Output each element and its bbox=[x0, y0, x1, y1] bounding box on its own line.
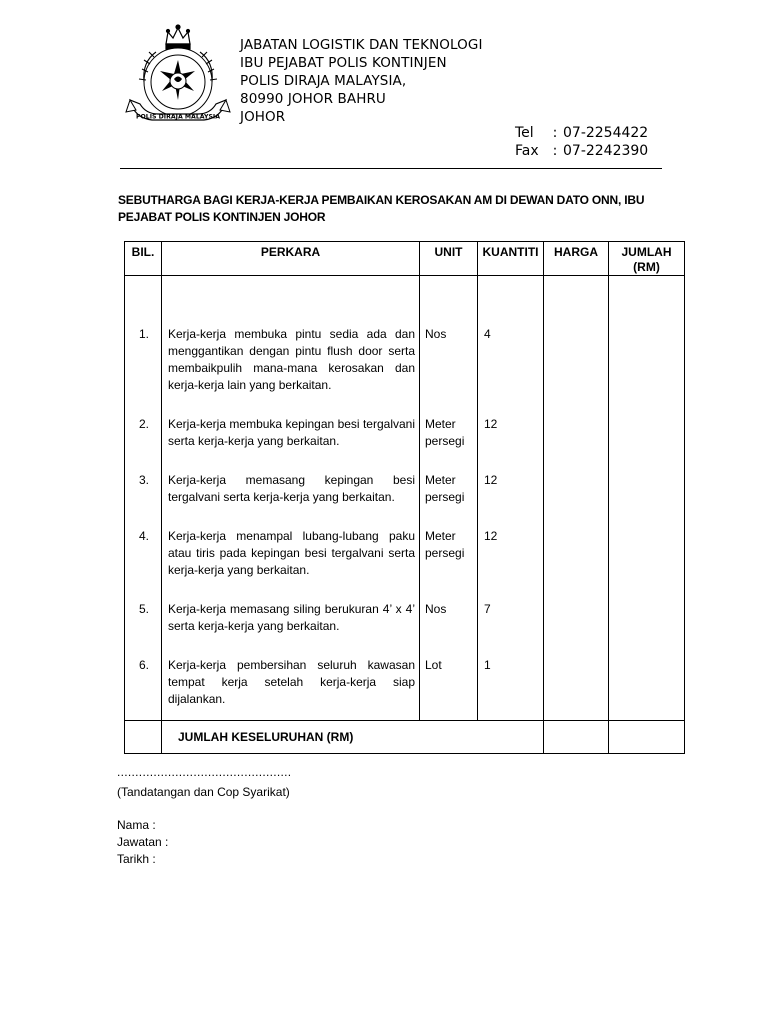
row-price-cell bbox=[544, 647, 609, 721]
address-line: JOHOR bbox=[240, 109, 286, 125]
row-amount-cell bbox=[609, 647, 685, 721]
position-label: Jawatan : bbox=[117, 835, 169, 849]
total-harga-cell bbox=[544, 721, 609, 754]
header-divider bbox=[120, 168, 662, 169]
signature-fields bbox=[117, 817, 291, 868]
row-unit: Meter persegi bbox=[420, 518, 478, 591]
table-row bbox=[125, 647, 685, 721]
row-description: Kerja-kerja membuka pintu sedia ada dan menggantikan dengan pintu flush door serta membaikpulih mana-mana kerosakan dan kerja-kerja lain yang berkaitan. bbox=[162, 276, 420, 407]
row-unit: Meter persegi bbox=[420, 406, 478, 462]
date-label: Tarikh : bbox=[117, 852, 156, 866]
row-quantity: 1 bbox=[478, 647, 544, 721]
header-kuantiti: KUANTITI bbox=[478, 242, 544, 276]
table-row bbox=[125, 406, 685, 462]
total-jumlah-cell bbox=[609, 721, 685, 754]
header-jumlah bbox=[609, 242, 685, 276]
tel-value: 07-2254422 bbox=[563, 125, 649, 141]
total-row bbox=[125, 721, 685, 754]
row-number: 4. bbox=[125, 518, 162, 591]
document-title: SEBUTHARGA BAGI KERJA-KERJA PEMBAIKAN KEROSAKAN AM DI DEWAN DATO ONN, IBU PEJABAT POLIS KONTINJEN JOHOR bbox=[118, 193, 645, 224]
row-quantity: 12 bbox=[478, 518, 544, 591]
fax-colon: : bbox=[552, 143, 558, 159]
row-amount-cell bbox=[609, 591, 685, 647]
table-row bbox=[125, 518, 685, 591]
row-description: Kerja-kerja membuka kepingan besi tergalvani serta kerja-kerja yang berkaitan. bbox=[162, 406, 420, 462]
row-price-cell bbox=[544, 518, 609, 591]
row-description: Kerja-kerja memasang kepingan besi tergalvani serta kerja-kerja yang berkaitan. bbox=[162, 462, 420, 518]
signature-line: ................................................ bbox=[117, 765, 292, 779]
row-quantity: 4 bbox=[478, 276, 544, 407]
row-unit: Nos bbox=[420, 276, 478, 407]
row-description: Kerja-kerja pembersihan seluruh kawasan tempat kerja setelah kerja-kerja siap dijalankan. bbox=[162, 647, 420, 721]
row-quantity: 12 bbox=[478, 462, 544, 518]
address-line: IBU PEJABAT POLIS KONTINJEN bbox=[240, 55, 447, 71]
tel-label: Tel bbox=[515, 125, 534, 141]
total-label: JUMLAH KESELURUHAN (RM) bbox=[162, 721, 544, 754]
header-bil: BIL. bbox=[125, 242, 162, 276]
row-unit: Meter persegi bbox=[420, 462, 478, 518]
row-price-cell bbox=[544, 276, 609, 407]
row-number: 3. bbox=[125, 462, 162, 518]
header-perkara: PERKARA bbox=[162, 242, 420, 276]
table-header-row bbox=[125, 242, 685, 276]
signature-block bbox=[117, 766, 291, 868]
row-quantity: 7 bbox=[478, 591, 544, 647]
address-line: JABATAN LOGISTIK DAN TEKNOLOGI bbox=[240, 37, 483, 53]
table-row bbox=[125, 591, 685, 647]
signature-caption: (Tandatangan dan Cop Syarikat) bbox=[117, 785, 290, 799]
row-price-cell bbox=[544, 591, 609, 647]
row-number: 2. bbox=[125, 406, 162, 462]
table-row bbox=[125, 276, 685, 407]
fax-label: Fax bbox=[515, 143, 539, 159]
row-number: 6. bbox=[125, 647, 162, 721]
header-jumlah-label: JUMLAH bbox=[621, 245, 672, 259]
row-amount-cell bbox=[609, 462, 685, 518]
police-crest-icon bbox=[124, 22, 232, 130]
header-unit: UNIT bbox=[420, 242, 478, 276]
name-label: Nama : bbox=[117, 818, 156, 832]
header-jumlah-unit: (RM) bbox=[633, 260, 660, 274]
fax-row bbox=[515, 142, 648, 160]
header-harga: HARGA bbox=[544, 242, 609, 276]
row-price-cell bbox=[544, 406, 609, 462]
address-line: 80990 JOHOR BAHRU bbox=[240, 91, 386, 107]
address-line: POLIS DIRAJA MALAYSIA, bbox=[240, 73, 407, 89]
tel-colon: : bbox=[552, 125, 558, 141]
row-description: Kerja-kerja menampal lubang-lubang paku atau tiris pada kepingan besi tergalvani serta kerja-kerja yang berkaitan. bbox=[162, 518, 420, 591]
table-row bbox=[125, 462, 685, 518]
logo-banner-text: POLIS DIRAJA MALAYSIA bbox=[136, 113, 220, 121]
row-price-cell bbox=[544, 462, 609, 518]
row-number: 5. bbox=[125, 591, 162, 647]
row-description: Kerja-kerja memasang siling berukuran 4’ x 4’ serta kerja-kerja yang berkaitan. bbox=[162, 591, 420, 647]
quotation-table bbox=[124, 241, 685, 754]
row-unit: Lot bbox=[420, 647, 478, 721]
contact-block bbox=[515, 124, 648, 160]
tel-row bbox=[515, 124, 648, 142]
row-number: 1. bbox=[125, 276, 162, 407]
address-block bbox=[240, 36, 483, 126]
table-body bbox=[125, 276, 685, 721]
total-bil-cell bbox=[125, 721, 162, 754]
row-amount-cell bbox=[609, 276, 685, 407]
row-amount-cell bbox=[609, 406, 685, 462]
fax-value: 07-2242390 bbox=[563, 143, 649, 159]
row-unit: Nos bbox=[420, 591, 478, 647]
row-quantity: 12 bbox=[478, 406, 544, 462]
row-amount-cell bbox=[609, 518, 685, 591]
